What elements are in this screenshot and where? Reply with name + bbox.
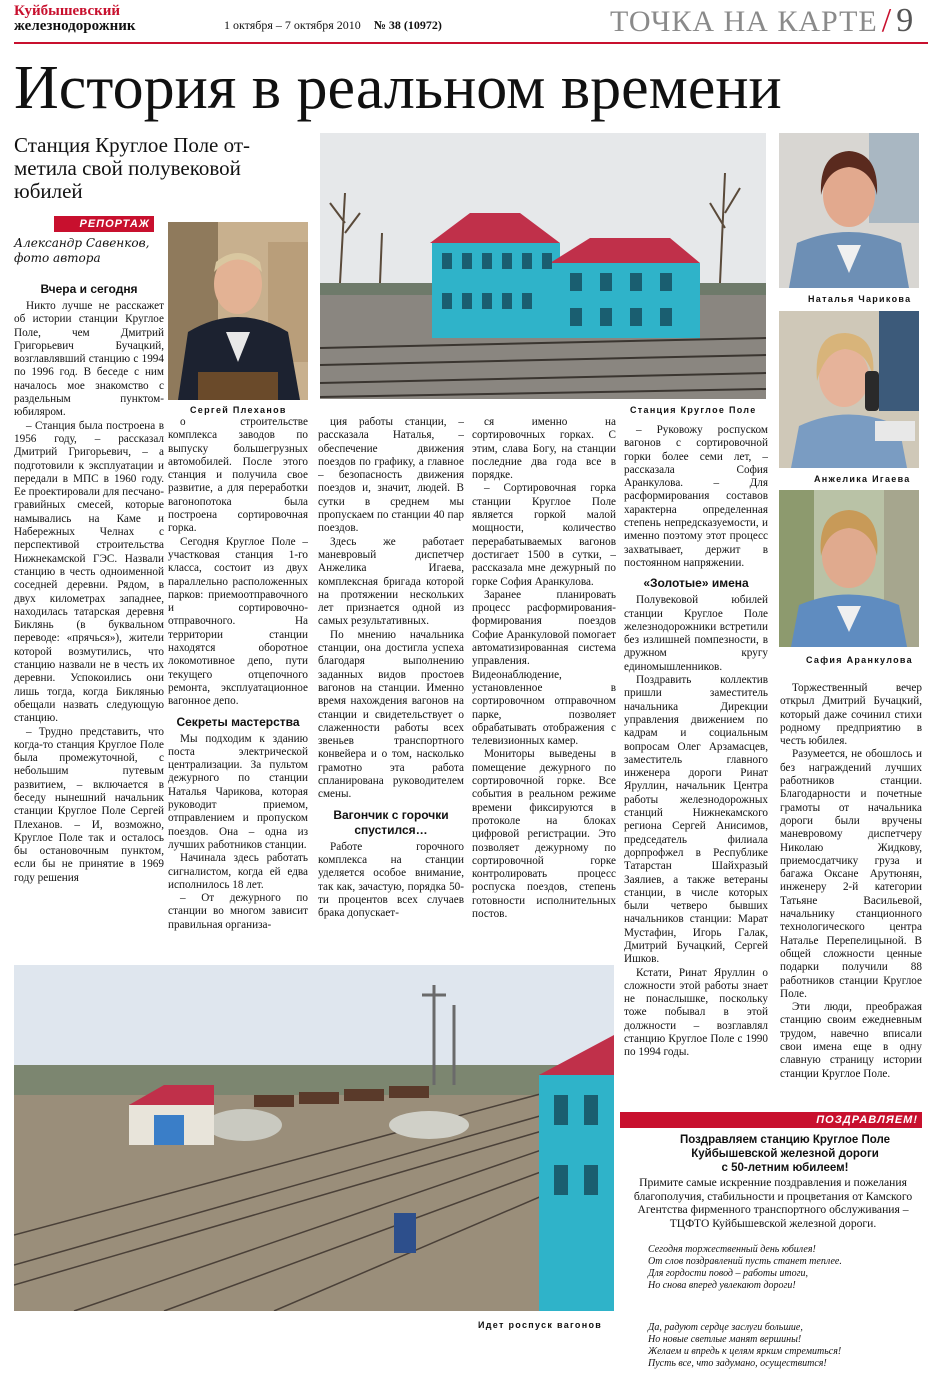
section-heading-wagon: Вагончик с горочки спустился… (333, 807, 449, 837)
paragraph: – Трудно представить, что когда-то станция Круглое Поле была промежуточной, с небольшим путевым развитием, – включается в беседу нынешний начальник станции Круглое Поле Сергей Плеханов. – И, возможно, Круглое Поле так и осталось бы остановочным пунктом, если бы не принятие в 1969 году решения (14, 725, 164, 884)
subheadline: Станция Круглое Поле от- метила свой полувековой юбилей (14, 133, 251, 203)
paragraph: Мониторы выведены в помещение дежурного по сортировочной горке. Все события в реальном режиме времени фиксируются в протоколе на блоках цифровой регистрации. Это позволяет дежурному по сортировочной горке контролировать процесс роспуска поездов, степень готовности исполнительных постов. (472, 748, 616, 920)
column-3 (318, 416, 464, 962)
paragraph: ция работы станции, – рассказала Наталья, – обеспечение движения поездов по графику, а главное – безопасность движения поездов и, значит, людей. В сутки в среднем мы пропускаем по станции 40 пар поездов. (318, 416, 464, 535)
congrats-tag: ПОЗДРАВЛЯЕМ! (620, 1112, 922, 1128)
congrats-title: Поздравляем станцию Круглое Поле Куйбышевской железной дороги с 50-летним юбилеем! (679, 1134, 891, 1174)
photo-charikova (779, 133, 919, 288)
paragraph: Сегодня Круглое Поле – участковая станция 1-го класса, состоит из двух параллельно расположенных парков: приемоотправочного и сортировочно-отправочного. На территории станции находятся оборотное локомотивное депо, пути текущего отцепочного ремонта, эксплуатационное вагонное депо. (168, 535, 308, 708)
byline: Александр Савенков, фото автора (14, 236, 150, 265)
section-heading-yesterday: Вчера и сегодня (40, 282, 138, 296)
paragraph: Торжественный вечер открыл Дмитрий Бучацкий, который даже сочинил стихи родному предприятию в честь юбилея. (780, 682, 922, 748)
section-heading-golden-names: «Золотые» имена (643, 576, 749, 591)
column-2 (168, 416, 308, 962)
section-heading-secrets: Секреты мастерства (176, 714, 300, 729)
rubric (610, 2, 922, 42)
paragraph: – Станция была построена в 1956 году, – рассказал Дмитрий Григорьевич, – а подготовили к эксплуатации и передали в МПС в 1960 году. Ее проектировали для песчано-гравийных смесей, которые намывались на Каме и Набережных Челнах с перспективой строительства Нижнекамской ГЭС. Назвали станцию в честь одноименной соседней деревни. Рядом, в двух километрах западнее, находилась татарская деревня Биклянь (в буквальном переводе: «прячься»), жители которой возмутились, что станцию назвали не в честь их деревни. Успокоились они лишь тогда, когда Биклянью обещали назвать следующую станцию. (14, 419, 164, 725)
congrats-body: Примите самые искренние поздравления и пожелания благополучия, стабильности и процветания от Камского Агентства фирменного транспортного обслуживания – ТЦФТО Куйбышевской железной дороги. (633, 1176, 913, 1230)
column-6 (780, 682, 922, 1102)
rubric-title: ТОЧКА НА КАРТЕ (610, 5, 878, 38)
photo-arankulova (779, 490, 919, 647)
page-number: 9 (896, 2, 915, 39)
paragraph: По мнению начальника станции, она достигла успеха благодаря выполнению заданных видов простоев вагонов на станции. Именно время нахождения вагонов на станции и свидетельствует о слаженности работы всех звеньев транспортного конвейера и о том, насколько грамотно эта работа спланирована руководителем смены. (318, 628, 464, 801)
caption-station: Станция Круглое Поле (630, 405, 757, 415)
paragraph: Полувековой юбилей станции Круглое Поле железнодорожники встретили без излишней помпезности, в дружном кругу единомышленников. (624, 594, 768, 673)
rubric-slash: / (881, 2, 893, 39)
header-rule (14, 42, 928, 44)
caption-arankulova: Сафия Аранкулова (806, 655, 913, 665)
caption-yard: Идет роспуск вагонов (478, 1320, 603, 1330)
masthead-line2: железнодорожник (14, 18, 136, 34)
congrats-poem (648, 1232, 928, 1382)
paragraph: Разумеется, не обошлось и без награждений лучших работников станции. Благодарности и почетные грамоты от начальника дороги были вручены маневровому диспетчеру Николаю Жидкову, приемосдатчику груза и багажа Оксане Арутюнян, инженеру 2-й категории Татьяне Васильевой, начальнику станционного технологического центра Наталье Перепелицыной. В общей сложности ценные подарки получили 88 работников станции Круглое Поле. (780, 748, 922, 1000)
issue-number: № 38 (10972) (373, 18, 442, 32)
paragraph: Эти люди, преображая станцию своим ежедневным трудом, навечно вписали свои имена еще в одну славную страницу истории станции Круглое Поле. (780, 1001, 922, 1080)
report-tag: РЕПОРТАЖ (54, 216, 154, 232)
paragraph: Мы подходим к зданию поста электрической централизации. За пультом дежурного по станции Наталья Чарикова, которая руководит приемом, отправлением и пропуском поездов. Она – одна из лучших работников станции. (168, 732, 308, 851)
paragraph: Кстати, Ринат Яруллин о сложности этой работы знает не понаслышке, поскольку тоже побывал в этой должности – возглавлял станцию Круглое Поле с 1990 по 1994 годы. (624, 966, 768, 1059)
photo-plekhanov (168, 222, 308, 400)
issue-date: 1 октября – 7 октября 2010 (224, 18, 361, 32)
paragraph: – От дежурного по станции во многом зависит правильная организа- (168, 892, 308, 931)
column-1 (14, 276, 164, 962)
paragraph: – Сортировочная горка станции Круглое Поле является горкой малой мощности, количество перерабатываемых вагонов достигает 1500 в сутки, – рассказала мне дежурный по горке София Аранкулова. (472, 482, 616, 588)
paragraph: Начинала здесь работать сигналистом, когда ей едва исполнилось 18 лет. (168, 852, 308, 891)
photo-igaeva (779, 311, 919, 468)
column-5 (624, 424, 768, 1104)
issue-dateline (224, 18, 442, 33)
masthead (14, 4, 214, 34)
photo-rail-yard (14, 965, 614, 1311)
caption-charikova: Наталья Чарикова (808, 294, 912, 304)
caption-plekhanov: Сергей Плеханов (190, 405, 287, 415)
poem-stanza-1: Сегодня торжественный день юбилея! От слов поздравлений пусть станет теплее. Для гордости повод – работы итоги, Но снова вперед увлекают дороги! (648, 1244, 842, 1291)
paragraph: Поздравить коллектив пришли заместитель начальника Дирекции управления движением по кадрам и социальным вопросам Олег Арзамасцев, заместитель главного инженера дороги Ринат Яруллин, начальник Центра работы железнодорожных станций Нижнекамского региона Сергей Анисимов, председатель филиала дорпрофжел в Республике Татарстан Шайхразый Заялиев, а также ветераны станции, в числе которых были четверо бывших начальников станции: Марат Мустафин, Игорь Галак, Дмитрий Бучацкий, Сергей Ишков. (624, 674, 768, 966)
paragraph: Никто лучше не расскажет об истории станции Круглое Поле, чем Дмитрий Григорьевич Бучацкий, возглавлявший станцию с 1994 по 1996 год. В беседе с ним началось мое знакомство с раздельным пунктом-юбиляром. (14, 300, 164, 419)
headline: История в реальном времени (14, 54, 782, 122)
poem-stanza-2: Да, радуют сердце заслуги большие, Но новые светлые манят вершины! Желаем и впредь к целям ярким стремиться! Пусть все, что задумано, осуществится! (648, 1322, 842, 1369)
paragraph: Работе горочного комплекса на станции уделяется особое внимание, так как, зачастую, порядка 50-ти процентов всех случаев брака допускает- (318, 840, 464, 920)
masthead-line1: Куйбышевский (14, 3, 121, 19)
paragraph: о строительстве комплекса заводов по выпуску большегрузных автомобилей. После этого станция и получила свое развитие, а для переработки вагонопотока была построена сортировочная горка. (168, 416, 308, 535)
caption-igaeva: Анжелика Игаева (814, 474, 911, 484)
paragraph: Заранее планировать процесс расформирования-формирования поездов Софие Аранкуловой помогает автоматизированная система управления. Видеонаблюдение, установленное в сортировочном отправочном парке, позволяет обрабатывать отображения с телевизионных камер. (472, 588, 616, 748)
paragraph: Здесь же работает маневровый диспетчер Анжелика Игаева, комплексная бригада которой на протяжении нескольких лет признается одной из самых результативных. (318, 535, 464, 628)
photo-station-building (320, 133, 766, 399)
column-4 (472, 416, 616, 962)
paragraph: – Руковожу роспуском вагонов с сортировочной горки более семи лет, – рассказала София Аранкулова. – Для расформирования составов характерна определенная степень непредсказуемости, и именно поэтому этот процесс захватывает, держит в постоянном напряжении. (624, 424, 768, 569)
paragraph: ся именно на сортировочных горках. С этим, слава Богу, на станции последние два года все в порядке. (472, 416, 616, 482)
